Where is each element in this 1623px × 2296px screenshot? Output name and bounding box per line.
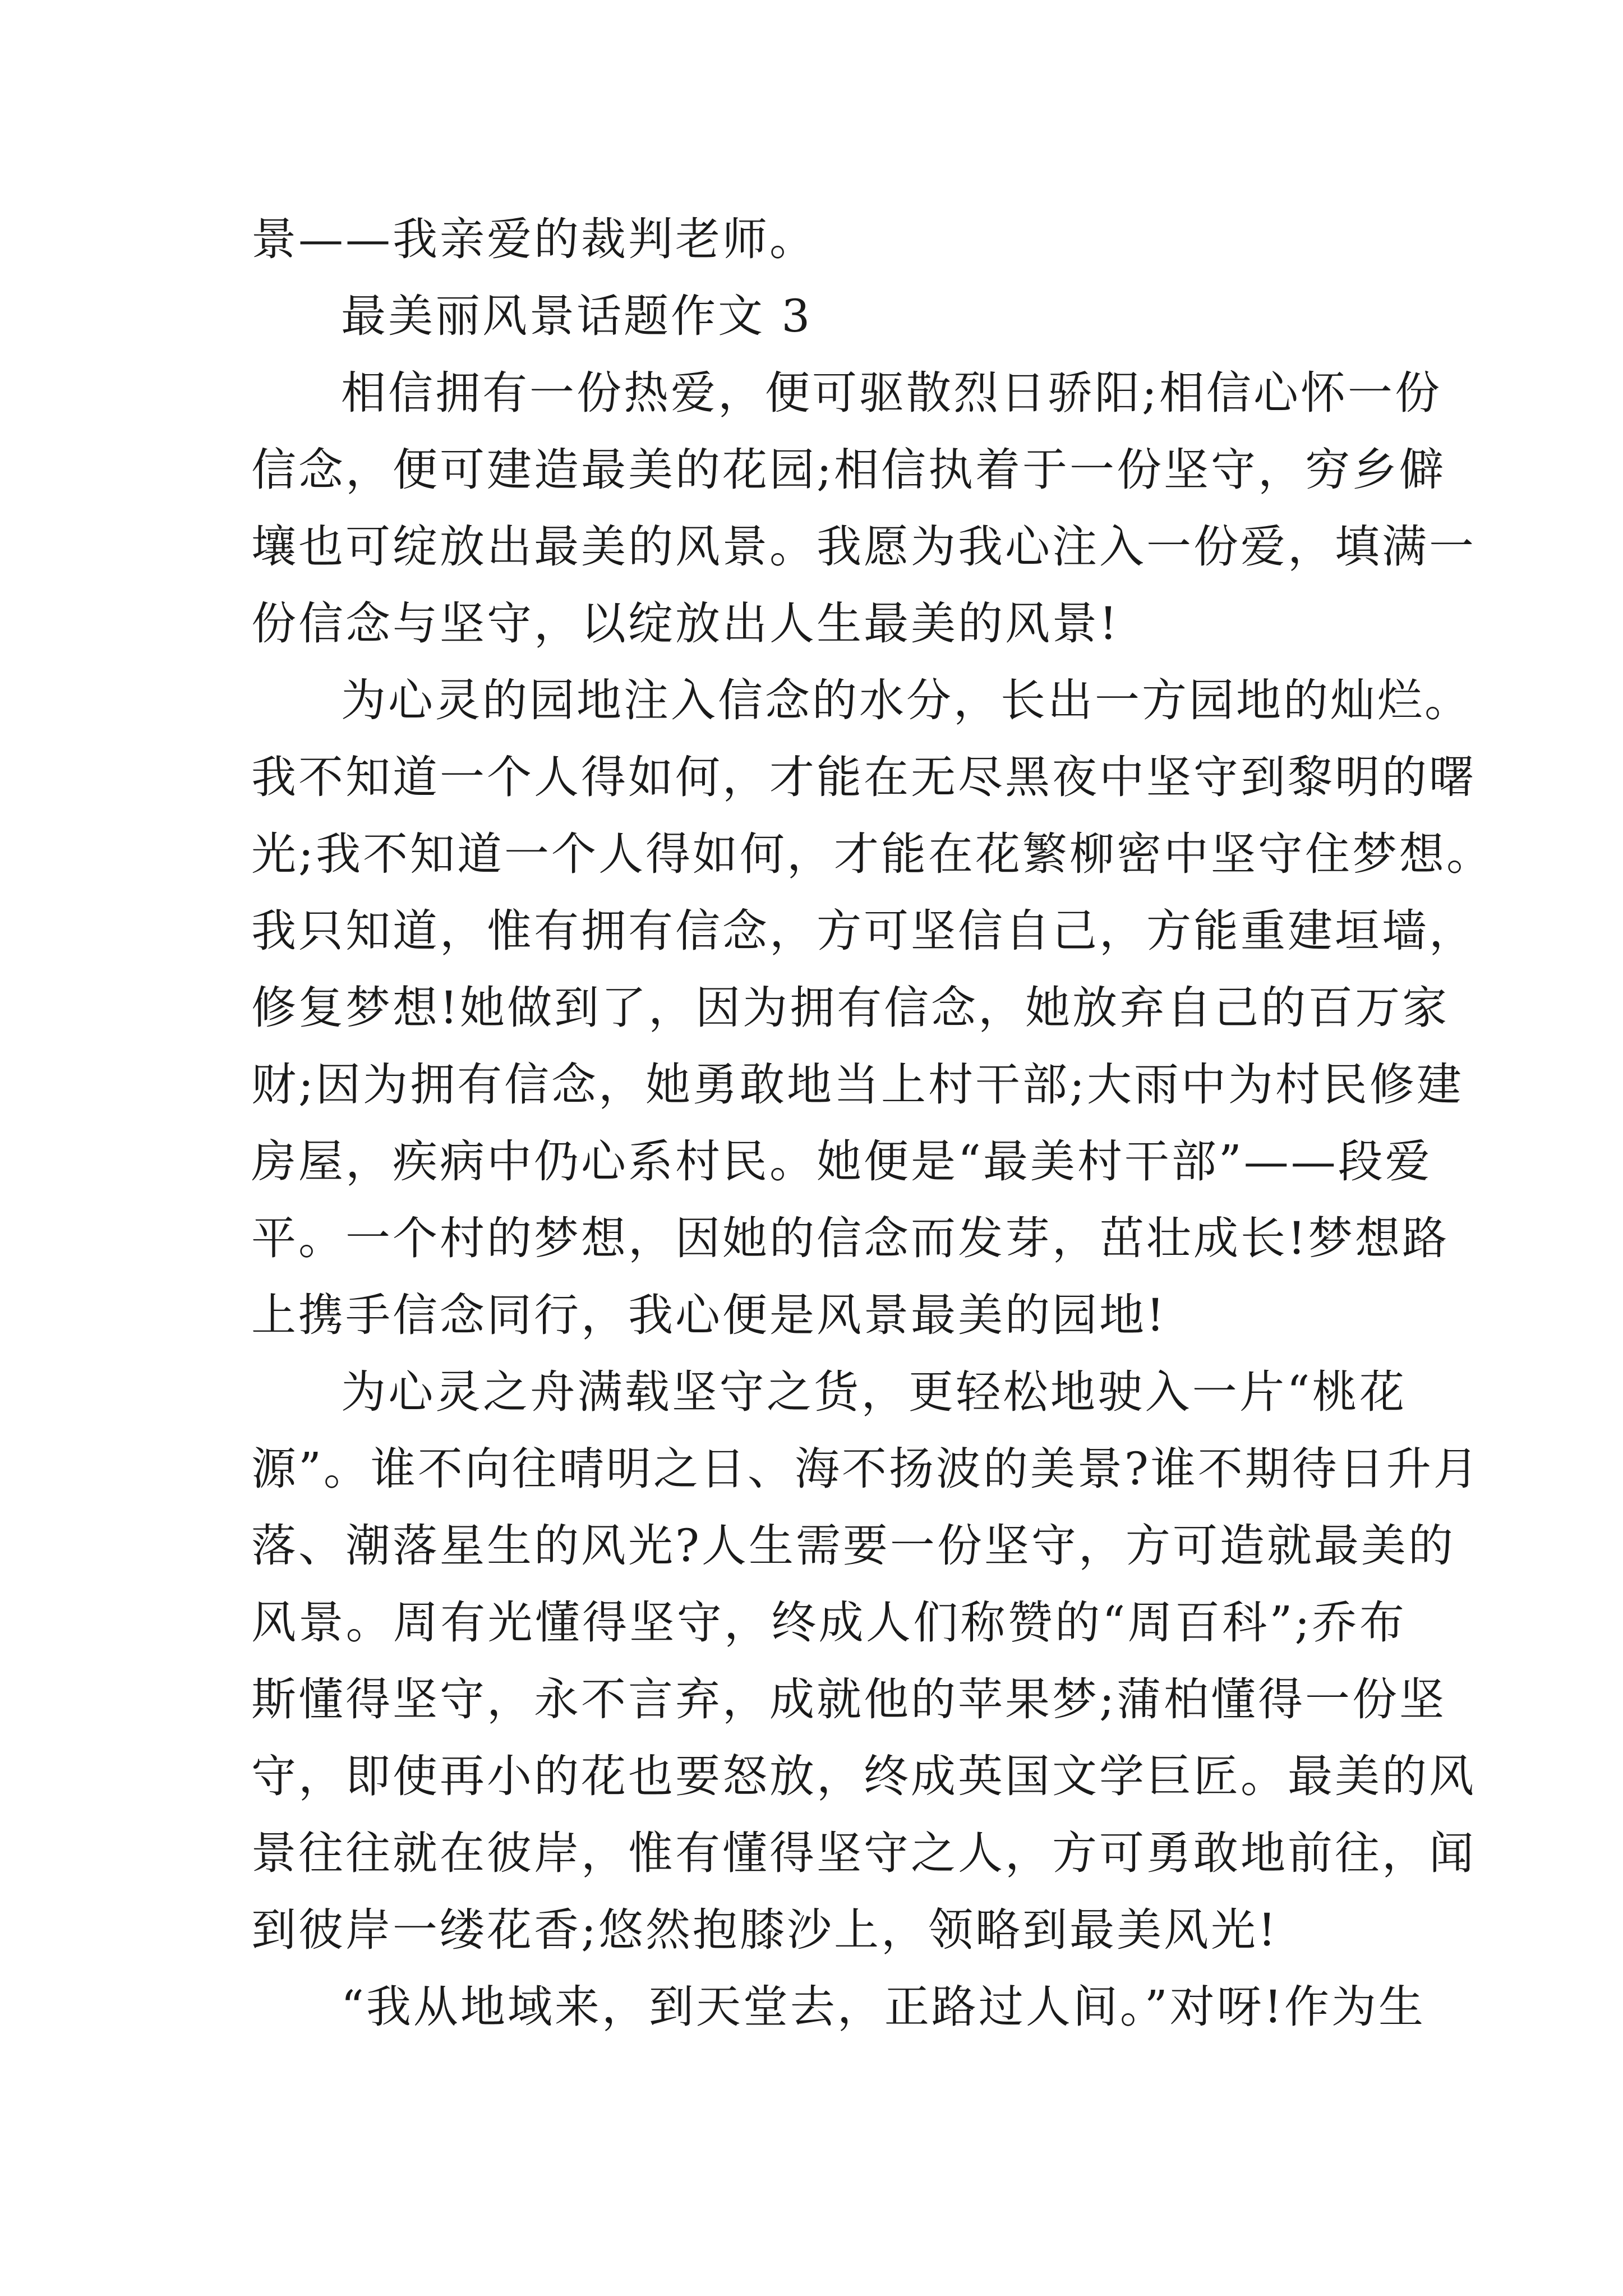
text-line: 我只知道，惟有拥有信念，方可坚信自己，方能重建垣墙，	[251, 905, 1476, 957]
text-line: 到彼岸一缕花香;悠然抱膝沙上，领略到最美风光!	[251, 1904, 1279, 1956]
text-line: 光;我不知道一个人得如何，才能在花繁柳密中坚守住梦想。	[251, 828, 1493, 880]
text-line: 平。一个村的梦想，因她的信念而发芽，茁壮成长!梦想路	[251, 1212, 1450, 1264]
text-line: 景——我亲爱的裁判老师。	[251, 213, 817, 265]
text-line: 壤也可绽放出最美的风景。我愿为我心注入一份爱，填满一	[251, 521, 1476, 573]
section-heading: 最美丽风景话题作文 3	[341, 290, 813, 342]
essay-body	[251, 201, 1493, 2045]
text-line: 景往往就在彼岸，惟有懂得坚守之人，方可勇敢地前往，闻	[251, 1827, 1476, 1879]
text-line: 房屋，疾病中仍心系村民。她便是“最美村干部”——段爱	[251, 1135, 1432, 1188]
text-line: 份信念与坚守，以绽放出人生最美的风景!	[251, 597, 1120, 650]
text-line: “我从地域来，到天堂去，正路过人间。”对呀!作为生	[341, 1981, 1426, 2033]
text-line: 守，即使再小的花也要怒放，终成英国文学巨匠。最美的风	[251, 1750, 1476, 1802]
text-line: 源”。谁不向往晴明之日、海不扬波的美景?谁不期待日升月	[251, 1443, 1481, 1495]
text-line: 我不知道一个人得如何，才能在无尽黑夜中坚守到黎明的曙	[251, 751, 1476, 803]
text-line: 信念，便可建造最美的花园;相信执着于一份坚守，穷乡僻	[251, 444, 1446, 496]
text-line: 上携手信念同行，我心便是风景最美的园地!	[251, 1289, 1167, 1341]
text-line: 为心灵的园地注入信念的水分，长出一方园地的灿烂。	[341, 674, 1472, 726]
text-line: 相信拥有一份热爱，便可驱散烈日骄阳;相信心怀一份	[341, 367, 1442, 419]
text-line: 落、潮落星生的风光?人生需要一份坚守，方可造就最美的	[251, 1520, 1455, 1572]
text-line: 斯懂得坚守，永不言弃，成就他的苹果梦;蒲柏懂得一份坚	[251, 1673, 1446, 1726]
text-line: 财;因为拥有信念，她勇敢地当上村干部;大雨中为村民修建	[251, 1059, 1464, 1111]
text-line: 修复梦想!她做到了，因为拥有信念，她放弃自己的百万家	[251, 982, 1450, 1034]
text-line: 为心灵之舟满载坚守之货，更轻松地驶入一片“桃花	[341, 1366, 1407, 1418]
text-line: 风景。周有光懂得坚守，终成人们称赞的“周百科”;乔布	[251, 1596, 1407, 1649]
